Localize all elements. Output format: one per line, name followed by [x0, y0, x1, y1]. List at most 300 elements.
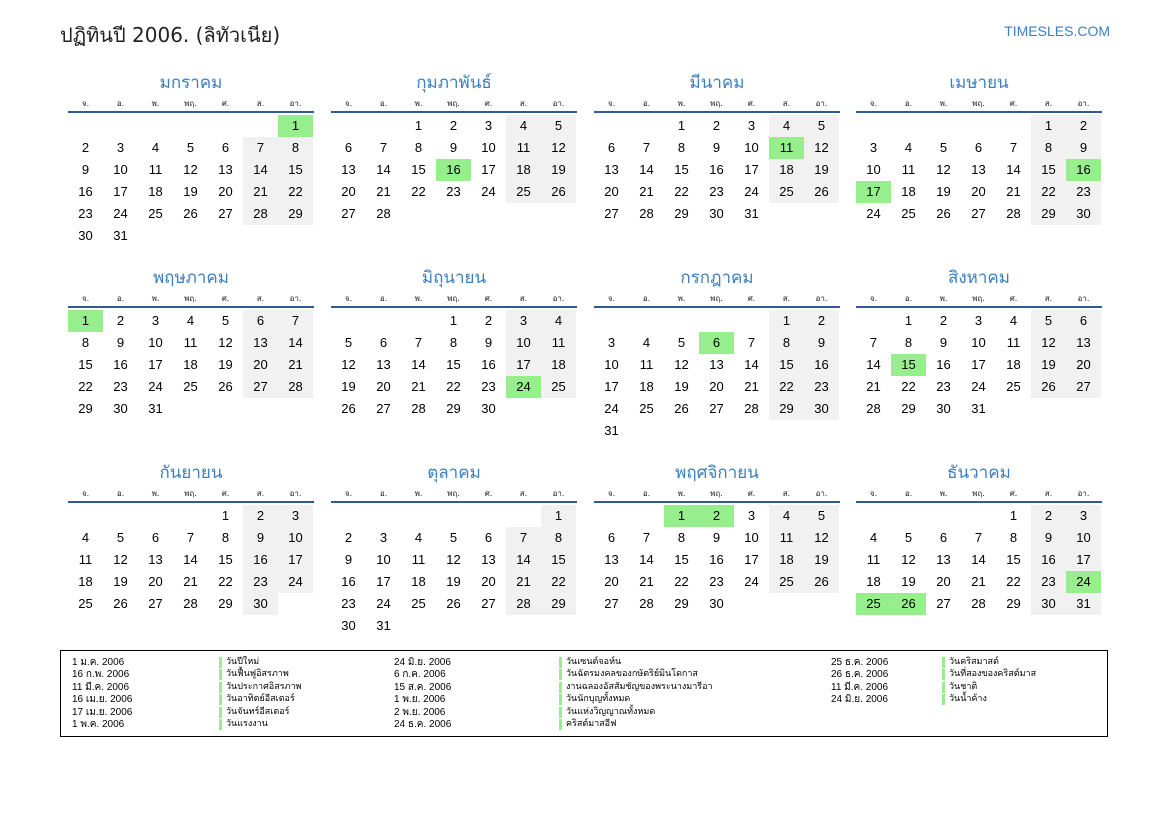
- weekday-label: อา.: [552, 294, 565, 303]
- day-grid: [331, 113, 576, 225]
- weekday-label: ศ.: [747, 489, 756, 498]
- day-cell: 23: [1031, 571, 1066, 593]
- day-cell: 18: [183, 357, 198, 372]
- day-cell: 30: [243, 593, 278, 615]
- weekday-label: พฤ.: [447, 489, 460, 498]
- weekday-label: พ.: [151, 294, 160, 303]
- day-cell: 6: [607, 140, 616, 155]
- holiday-date: 25 ธ.ค. 2006: [831, 656, 889, 668]
- day-cell: 22: [541, 571, 576, 593]
- day-cell: 4: [541, 310, 576, 332]
- weekday-label: พ.: [414, 99, 423, 108]
- day-cell: 5: [804, 505, 839, 527]
- holiday-date: 2 พ.ย. 2006: [394, 706, 446, 718]
- holiday-legend: [60, 650, 1108, 737]
- day-cell: 21: [183, 574, 198, 589]
- day-cell: 15: [78, 357, 93, 372]
- day-cell: 23: [113, 379, 128, 394]
- day-grid: [856, 308, 1101, 420]
- empty-cell: [594, 505, 629, 527]
- day-cell: 16: [243, 549, 278, 571]
- day-cell: 21: [411, 379, 426, 394]
- holiday-name: วันแห่งวิญญาณทั้งหมด: [559, 707, 655, 718]
- month-calendar: [68, 463, 314, 615]
- day-cell: 21: [376, 184, 391, 199]
- day-grid: [68, 308, 313, 420]
- empty-cell: [996, 115, 1031, 137]
- day-cell: 18: [769, 159, 804, 181]
- day-cell: 25: [506, 181, 541, 203]
- day-cell: 3: [1066, 505, 1101, 527]
- day-cell: 21: [639, 184, 654, 199]
- day-cell: 17: [481, 162, 496, 177]
- day-cell: 27: [341, 206, 356, 221]
- day-cell: 10: [1066, 527, 1101, 549]
- day-cell: 1: [221, 508, 230, 523]
- day-cell: 8: [677, 530, 686, 545]
- day-cell: 29: [541, 593, 576, 615]
- empty-cell: [856, 115, 891, 137]
- weekday-header: [68, 292, 314, 308]
- day-cell: 31: [113, 228, 128, 243]
- day-cell: 10: [604, 357, 619, 372]
- month-name: พฤษภาคม: [152, 268, 230, 288]
- day-cell: 23: [1066, 181, 1101, 203]
- weekday-label: จ.: [344, 99, 353, 108]
- empty-cell: [436, 505, 471, 527]
- day-cell: 18: [411, 574, 426, 589]
- day-cell: 19: [936, 184, 951, 199]
- day-cell: 12: [446, 552, 461, 567]
- day-cell: 3: [869, 140, 878, 155]
- weekday-label: ส.: [782, 99, 791, 108]
- holiday-day-cell: 15: [891, 354, 926, 376]
- day-cell: 8: [221, 530, 230, 545]
- holiday-column: [72, 656, 301, 731]
- holiday-day-cell: 1: [664, 505, 699, 527]
- month-calendar: [331, 463, 577, 637]
- weekday-header: [68, 97, 314, 113]
- weekday-label: พฤ.: [710, 99, 723, 108]
- holiday-name: วันฉัตรมงคลของกษัตริย์มินโดกาส: [559, 669, 698, 680]
- weekday-label: พ.: [151, 99, 160, 108]
- day-cell: 1: [677, 118, 686, 133]
- day-cell: 16: [804, 354, 839, 376]
- day-cell: 13: [971, 162, 986, 177]
- day-cell: 4: [414, 530, 423, 545]
- month-calendar: [856, 268, 1102, 420]
- holiday-name: วันแรงงาน: [219, 719, 268, 730]
- day-cell: 16: [709, 162, 724, 177]
- day-cell: 14: [506, 549, 541, 571]
- day-cell: 23: [936, 379, 951, 394]
- holiday-day-cell: 11: [769, 137, 804, 159]
- day-cell: 21: [639, 574, 654, 589]
- day-grid: [856, 113, 1101, 225]
- day-cell: 14: [376, 162, 391, 177]
- day-cell: 5: [116, 530, 125, 545]
- day-cell: 25: [769, 181, 804, 203]
- day-grid: [594, 308, 839, 442]
- weekday-label: ส.: [1044, 489, 1053, 498]
- day-cell: 21: [971, 574, 986, 589]
- day-cell: 24: [866, 206, 881, 221]
- holiday-name: คริสต์มาสอีฟ: [559, 719, 616, 730]
- day-cell: 23: [804, 376, 839, 398]
- day-cell: 8: [677, 140, 686, 155]
- holiday-name: วันคริสมาสต์: [942, 657, 999, 668]
- empty-cell: [243, 115, 278, 137]
- day-cell: 4: [506, 115, 541, 137]
- day-cell: 11: [506, 137, 541, 159]
- weekday-label: ส.: [1044, 99, 1053, 108]
- holiday-day-cell: 1: [68, 310, 103, 332]
- day-cell: 23: [446, 184, 461, 199]
- day-cell: 9: [116, 335, 125, 350]
- day-cell: 20: [936, 574, 951, 589]
- day-cell: 24: [278, 571, 313, 593]
- weekday-label: อ.: [379, 294, 388, 303]
- day-cell: 29: [901, 401, 916, 416]
- day-cell: 17: [148, 357, 163, 372]
- day-cell: 24: [744, 184, 759, 199]
- weekday-label: ศ.: [484, 99, 493, 108]
- day-cell: 14: [744, 357, 759, 372]
- day-cell: 12: [936, 162, 951, 177]
- day-cell: 13: [936, 552, 951, 567]
- day-cell: 29: [1006, 596, 1021, 611]
- holiday-date: 24 ธ.ค. 2006: [394, 719, 452, 731]
- day-cell: 16: [341, 574, 356, 589]
- day-cell: 25: [183, 379, 198, 394]
- day-cell: 3: [747, 118, 756, 133]
- day-cell: 17: [278, 549, 313, 571]
- day-cell: 15: [769, 354, 804, 376]
- day-cell: 27: [148, 596, 163, 611]
- day-cell: 16: [481, 357, 496, 372]
- day-cell: 24: [148, 379, 163, 394]
- weekday-label: จ.: [81, 99, 90, 108]
- weekday-label: พฤ.: [184, 489, 197, 498]
- weekday-label: อ.: [642, 489, 651, 498]
- day-cell: 28: [411, 401, 426, 416]
- day-cell: 15: [446, 357, 461, 372]
- day-cell: 26: [218, 379, 233, 394]
- day-cell: 16: [113, 357, 128, 372]
- day-cell: 2: [1031, 505, 1066, 527]
- day-cell: 2: [1066, 115, 1101, 137]
- day-cell: 21: [866, 379, 881, 394]
- day-cell: 22: [1006, 574, 1021, 589]
- holiday-day-cell: 2: [699, 505, 734, 527]
- day-cell: 10: [866, 162, 881, 177]
- day-cell: 5: [541, 115, 576, 137]
- weekday-header: [331, 97, 577, 113]
- day-cell: 20: [341, 184, 356, 199]
- weekday-label: ส.: [519, 99, 528, 108]
- month-name: ธันวาคม: [947, 463, 1011, 483]
- day-cell: 7: [747, 335, 756, 350]
- day-cell: 14: [1006, 162, 1021, 177]
- day-cell: 24: [376, 596, 391, 611]
- day-cell: 27: [481, 596, 496, 611]
- day-cell: 17: [376, 574, 391, 589]
- day-cell: 10: [113, 162, 128, 177]
- weekday-label: อ.: [116, 489, 125, 498]
- weekday-label: อ.: [642, 294, 651, 303]
- holiday-name: งานฉลองอัสสัมชัญของพระนางมารีอา: [559, 682, 713, 693]
- day-cell: 15: [674, 162, 689, 177]
- holiday-row: [831, 694, 1036, 707]
- empty-cell: [734, 310, 769, 332]
- day-cell: 28: [639, 206, 654, 221]
- weekday-label: ศ.: [1009, 294, 1018, 303]
- month-calendar: [68, 268, 314, 420]
- day-cell: 31: [376, 618, 391, 633]
- empty-cell: [331, 505, 366, 527]
- weekday-label: พ.: [939, 294, 948, 303]
- day-cell: 3: [747, 508, 756, 523]
- weekday-label: ศ.: [221, 99, 230, 108]
- day-cell: 17: [971, 357, 986, 372]
- empty-cell: [331, 115, 366, 137]
- day-cell: 11: [639, 357, 654, 372]
- day-grid: [68, 113, 313, 247]
- day-cell: 5: [939, 140, 948, 155]
- holiday-day-cell: 16: [1066, 159, 1101, 181]
- empty-cell: [891, 115, 926, 137]
- day-cell: 11: [901, 162, 916, 177]
- weekday-label: จ.: [344, 294, 353, 303]
- day-cell: 11: [78, 552, 93, 567]
- day-cell: 6: [607, 530, 616, 545]
- day-cell: 18: [901, 184, 916, 199]
- month-name: มีนาคม: [689, 73, 745, 93]
- holiday-name: วันจันทร์อีสเตอร์: [219, 707, 289, 718]
- day-cell: 19: [183, 184, 198, 199]
- day-cell: 13: [481, 552, 496, 567]
- holiday-name: วันเซนต์จอห์น: [559, 657, 621, 668]
- day-cell: 26: [674, 401, 689, 416]
- day-cell: 11: [541, 332, 576, 354]
- day-cell: 2: [939, 313, 948, 328]
- day-cell: 12: [674, 357, 689, 372]
- weekday-label: ศ.: [221, 489, 230, 498]
- holiday-day-cell: 24: [506, 376, 541, 398]
- day-cell: 7: [278, 310, 313, 332]
- empty-cell: [401, 310, 436, 332]
- day-cell: 19: [113, 574, 128, 589]
- day-cell: 18: [1006, 357, 1021, 372]
- weekday-label: อา.: [552, 99, 565, 108]
- day-cell: 1: [1009, 508, 1018, 523]
- empty-cell: [138, 115, 173, 137]
- empty-cell: [366, 115, 401, 137]
- day-cell: 18: [78, 574, 93, 589]
- weekday-label: พฤ.: [184, 294, 197, 303]
- day-cell: 8: [81, 335, 90, 350]
- day-cell: 8: [1031, 137, 1066, 159]
- day-cell: 13: [1066, 332, 1101, 354]
- empty-cell: [103, 505, 138, 527]
- day-cell: 15: [278, 159, 313, 181]
- day-cell: 22: [278, 181, 313, 203]
- day-cell: 14: [866, 357, 881, 372]
- day-cell: 2: [484, 313, 493, 328]
- day-cell: 22: [674, 574, 689, 589]
- day-cell: 27: [971, 206, 986, 221]
- day-cell: 8: [414, 140, 423, 155]
- holiday-date: 26 ธ.ค. 2006: [831, 669, 889, 681]
- day-cell: 27: [218, 206, 233, 221]
- empty-cell: [594, 115, 629, 137]
- day-cell: 9: [1031, 527, 1066, 549]
- day-cell: 5: [804, 115, 839, 137]
- empty-cell: [629, 115, 664, 137]
- month-calendar: [594, 463, 840, 615]
- day-cell: 4: [186, 313, 195, 328]
- day-cell: 18: [506, 159, 541, 181]
- day-cell: 31: [604, 423, 619, 438]
- weekday-label: ศ.: [1009, 99, 1018, 108]
- month-name: มิถุนายน: [421, 268, 487, 288]
- day-cell: 9: [449, 140, 458, 155]
- holiday-date: 24 มิ.ย. 2006: [831, 694, 888, 706]
- weekday-label: อ.: [904, 99, 913, 108]
- weekday-label: จ.: [344, 489, 353, 498]
- day-cell: 28: [243, 203, 278, 225]
- month-calendar: [594, 73, 840, 225]
- weekday-label: พ.: [151, 489, 160, 498]
- day-cell: 25: [148, 206, 163, 221]
- month-name: เมษายน: [949, 73, 1009, 93]
- day-cell: 30: [481, 401, 496, 416]
- weekday-label: ส.: [1044, 294, 1053, 303]
- weekday-label: พ.: [677, 294, 686, 303]
- holiday-date: 15 ส.ค. 2006: [394, 681, 452, 693]
- day-cell: 30: [709, 206, 724, 221]
- day-cell: 25: [639, 401, 654, 416]
- day-cell: 21: [278, 354, 313, 376]
- day-cell: 31: [744, 206, 759, 221]
- day-cell: 12: [804, 137, 839, 159]
- day-cell: 1: [904, 313, 913, 328]
- holiday-day-cell: 17: [856, 181, 891, 203]
- day-cell: 20: [709, 379, 724, 394]
- day-cell: 28: [183, 596, 198, 611]
- day-cell: 9: [804, 332, 839, 354]
- day-cell: 21: [506, 571, 541, 593]
- day-cell: 5: [1031, 310, 1066, 332]
- day-cell: 2: [243, 505, 278, 527]
- day-cell: 27: [376, 401, 391, 416]
- day-cell: 1: [414, 118, 423, 133]
- day-cell: 29: [446, 401, 461, 416]
- day-cell: 21: [744, 379, 759, 394]
- weekday-label: ส.: [782, 294, 791, 303]
- holiday-name: วันที่สองของคริสต์มาส: [942, 669, 1036, 680]
- day-cell: 16: [936, 357, 951, 372]
- month-calendar: [594, 268, 840, 442]
- day-cell: 13: [604, 162, 619, 177]
- day-cell: 14: [243, 159, 278, 181]
- day-cell: 6: [151, 530, 160, 545]
- day-cell: 14: [639, 162, 654, 177]
- holiday-date: 16 ก.พ. 2006: [72, 669, 130, 681]
- empty-cell: [961, 505, 996, 527]
- weekday-label: อ.: [116, 294, 125, 303]
- weekday-label: พฤ.: [972, 489, 985, 498]
- day-cell: 7: [414, 335, 423, 350]
- day-cell: 12: [804, 527, 839, 549]
- day-cell: 24: [744, 574, 759, 589]
- day-cell: 25: [78, 596, 93, 611]
- day-cell: 9: [1066, 137, 1101, 159]
- day-cell: 6: [939, 530, 948, 545]
- day-cell: 17: [744, 162, 759, 177]
- day-cell: 8: [1009, 530, 1018, 545]
- day-cell: 5: [677, 335, 686, 350]
- weekday-label: อ.: [379, 99, 388, 108]
- day-cell: 20: [604, 184, 619, 199]
- day-cell: 15: [411, 162, 426, 177]
- weekday-header: [594, 97, 840, 113]
- day-cell: 10: [971, 335, 986, 350]
- day-cell: 18: [639, 379, 654, 394]
- day-cell: 14: [411, 357, 426, 372]
- empty-cell: [68, 505, 103, 527]
- day-cell: 3: [974, 313, 983, 328]
- day-cell: 10: [506, 332, 541, 354]
- day-cell: 29: [278, 203, 313, 225]
- day-cell: 30: [936, 401, 951, 416]
- day-cell: 25: [901, 206, 916, 221]
- day-cell: 25: [1006, 379, 1021, 394]
- day-cell: 29: [78, 401, 93, 416]
- holiday-name: วันนักบุญทั้งหมด: [559, 694, 630, 705]
- day-cell: 6: [379, 335, 388, 350]
- weekday-label: จ.: [869, 294, 878, 303]
- holiday-day-cell: 25: [856, 593, 891, 615]
- day-cell: 15: [1031, 159, 1066, 181]
- day-cell: 3: [151, 313, 160, 328]
- day-cell: 27: [604, 596, 619, 611]
- weekday-label: อ.: [116, 99, 125, 108]
- day-cell: 21: [243, 181, 278, 203]
- day-cell: 3: [506, 310, 541, 332]
- site-link[interactable]: TIMESLES.COM: [1004, 23, 1110, 39]
- day-cell: 6: [243, 310, 278, 332]
- day-cell: 7: [186, 530, 195, 545]
- day-cell: 11: [148, 162, 163, 177]
- weekday-header: [594, 487, 840, 503]
- weekday-label: จ.: [81, 489, 90, 498]
- day-cell: 25: [411, 596, 426, 611]
- day-cell: 6: [484, 530, 493, 545]
- empty-cell: [629, 310, 664, 332]
- month-name: ตุลาคม: [427, 463, 481, 483]
- day-cell: 7: [1009, 140, 1018, 155]
- day-cell: 16: [78, 184, 93, 199]
- weekday-label: พฤ.: [710, 489, 723, 498]
- day-cell: 11: [866, 552, 881, 567]
- day-cell: 20: [971, 184, 986, 199]
- day-grid: [856, 503, 1101, 615]
- day-cell: 5: [904, 530, 913, 545]
- day-cell: 23: [341, 596, 356, 611]
- empty-cell: [506, 505, 541, 527]
- empty-cell: [961, 115, 996, 137]
